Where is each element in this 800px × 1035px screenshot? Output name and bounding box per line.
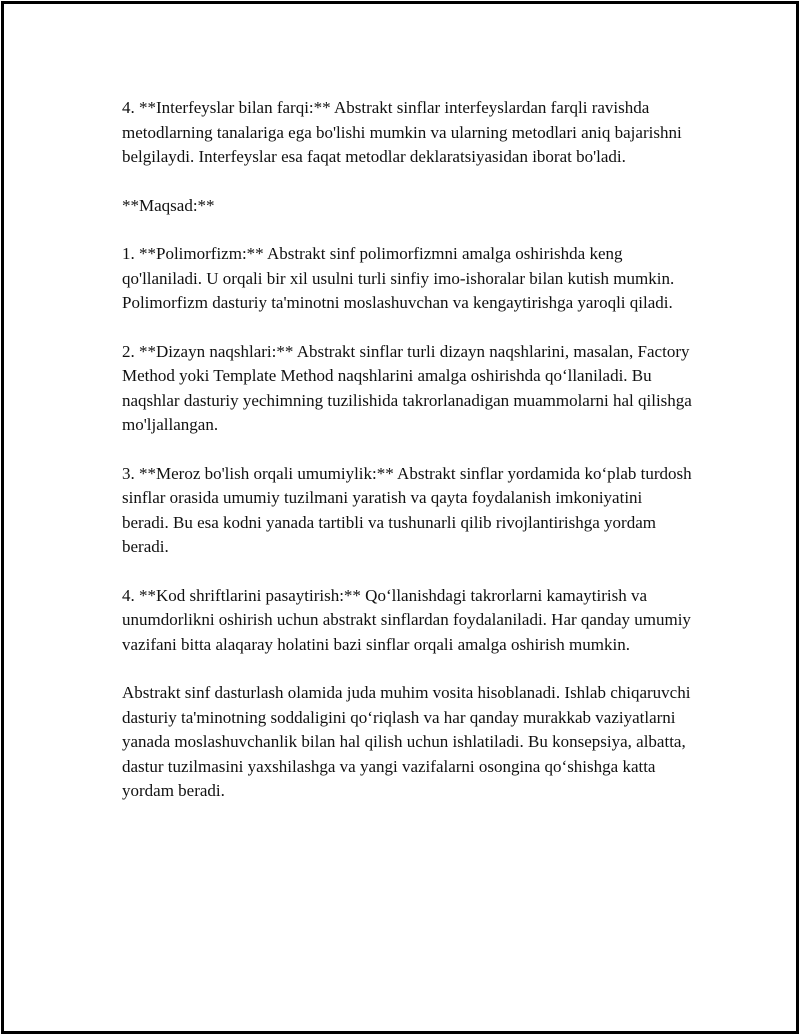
page-frame (1, 1, 799, 1034)
paragraph-conclusion: Abstrakt sinf dasturlash olamida juda muhim vosita hisoblanadi. Ishlab chiqaruvchi dasturiy ta'minotning soddaligini qo‘riqlash va har qanday murakkab vaziyatlarni yanada moslashuvchanlik bilan hal qilish uchun ishlatiladi. Bu konsepsiya, albatta, dastur tuzilmasini yaxshilashga va yangi vazifalarni osongina qo‘shishga katta yordam beradi. (122, 683, 691, 800)
paragraph-polymorphism: 1. **Polimorfizm:** Abstrakt sinf polimorfizmni amalga oshirishda keng qo'llaniladi. U orqali bir xil usulni turli sinfiy imo-ishoralar bilan kutish mumkin. Polimorfizm dasturiy ta'minotni moslashuvchan va kengaytirishga yaroqli qiladi. (122, 244, 675, 312)
paragraph-design-patterns: 2. **Dizayn naqshlari:** Abstrakt sinflar turli dizayn naqshlarini, masalan, Factory Method yoki Template Method naqshlarini amalga oshirishda qo‘llaniladi. Bu naqshlar dasturiy yechimning tuzilishida takrorlanadigan muammolarni hal qilishga mo'ljallangan. (122, 341, 692, 434)
document-body (122, 96, 692, 828)
paragraph-code-reduction: 4. **Kod shriftlarini pasaytirish:** Qo‘llanishdagi takrorlarni kamaytirish va unumdorlikni oshirish uchun abstrakt sinflardan foydalaniladi. Har qanday umumiy vazifani bitta alaqaray holatini bazi sinflar orqali amalga oshirish mumkin. (122, 585, 691, 654)
paragraph-interfaces-difference: 4. **Interfeyslar bilan farqi:** Abstrakt sinflar interfeyslardan farqli ravishda metodlarning tanalariga ega bo'lishi mumkin va ularning metodlari aniq bajarishni belgilaydi. Interfeyslar esa faqat metodlar deklaratsiyasidan iborat bo'ladi. (122, 98, 682, 166)
paragraph-inheritance-commonality: 3. **Meroz bo'lish orqali umumiylik:** Abstrakt sinflar yordamida ko‘plab turdosh sinflar orasida umumiy tuzilmani yaratish va qayta foydalanish imkoniyatini beradi. Bu esa kodni yanada tartibli va tushunarli qilib rivojlantirishga yordam beradi. (122, 463, 692, 556)
heading-maqsad: **Maqsad:** (122, 195, 215, 215)
